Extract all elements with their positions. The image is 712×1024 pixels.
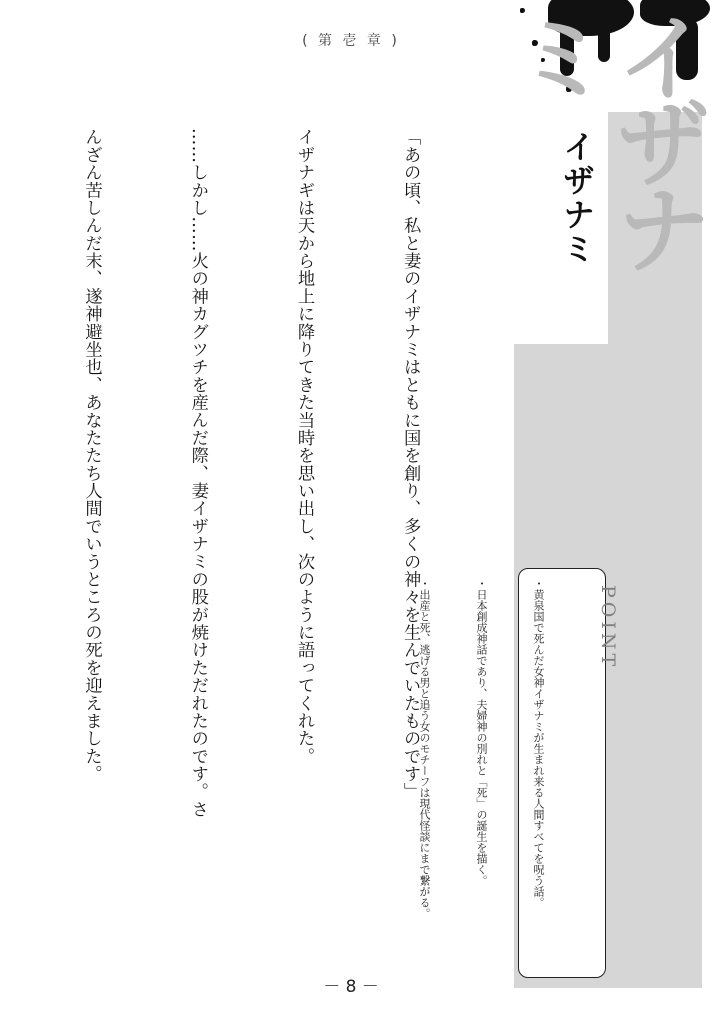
point-item: ・出産と死、逃げる男と追う女のモチーフは現代怪談にまで繋がる。 <box>418 578 431 919</box>
title-art: イザナミ <box>500 8 712 266</box>
body-line <box>0 128 2 870</box>
page-number: － 8 － <box>323 977 379 997</box>
point-item: ・日本創成神話であり、夫婦神の別れと「死」の誕生を描く。 <box>475 578 488 886</box>
body-line: 「あの頃、私と妻のイザナミはともに国を創り、多くの神々を生んでいたものです」 <box>400 128 421 801</box>
point-item: ・黄泉国で死んだ女神イザナミが生まれ来る人間すべてを呪う話。 <box>532 578 545 908</box>
chapter-header: ( 第 壱 章 ) <box>302 33 400 49</box>
body-line: ……しかし……火の神カグツチを産んだ際、妻イザナミの股が焼けただれたのです。さ <box>187 128 208 818</box>
character-name: イザナミ <box>558 130 596 266</box>
point-list <box>418 578 586 970</box>
body-line: イザナギは天から地上に降りてきた当時を思い出し、次のように語ってくれた。 <box>293 128 314 765</box>
body-line: んざん苦しんだ末、遂神避坐也、あなたたち人間でいうところの死を迎えました。 <box>81 128 102 783</box>
point-label: POINT <box>597 585 619 671</box>
